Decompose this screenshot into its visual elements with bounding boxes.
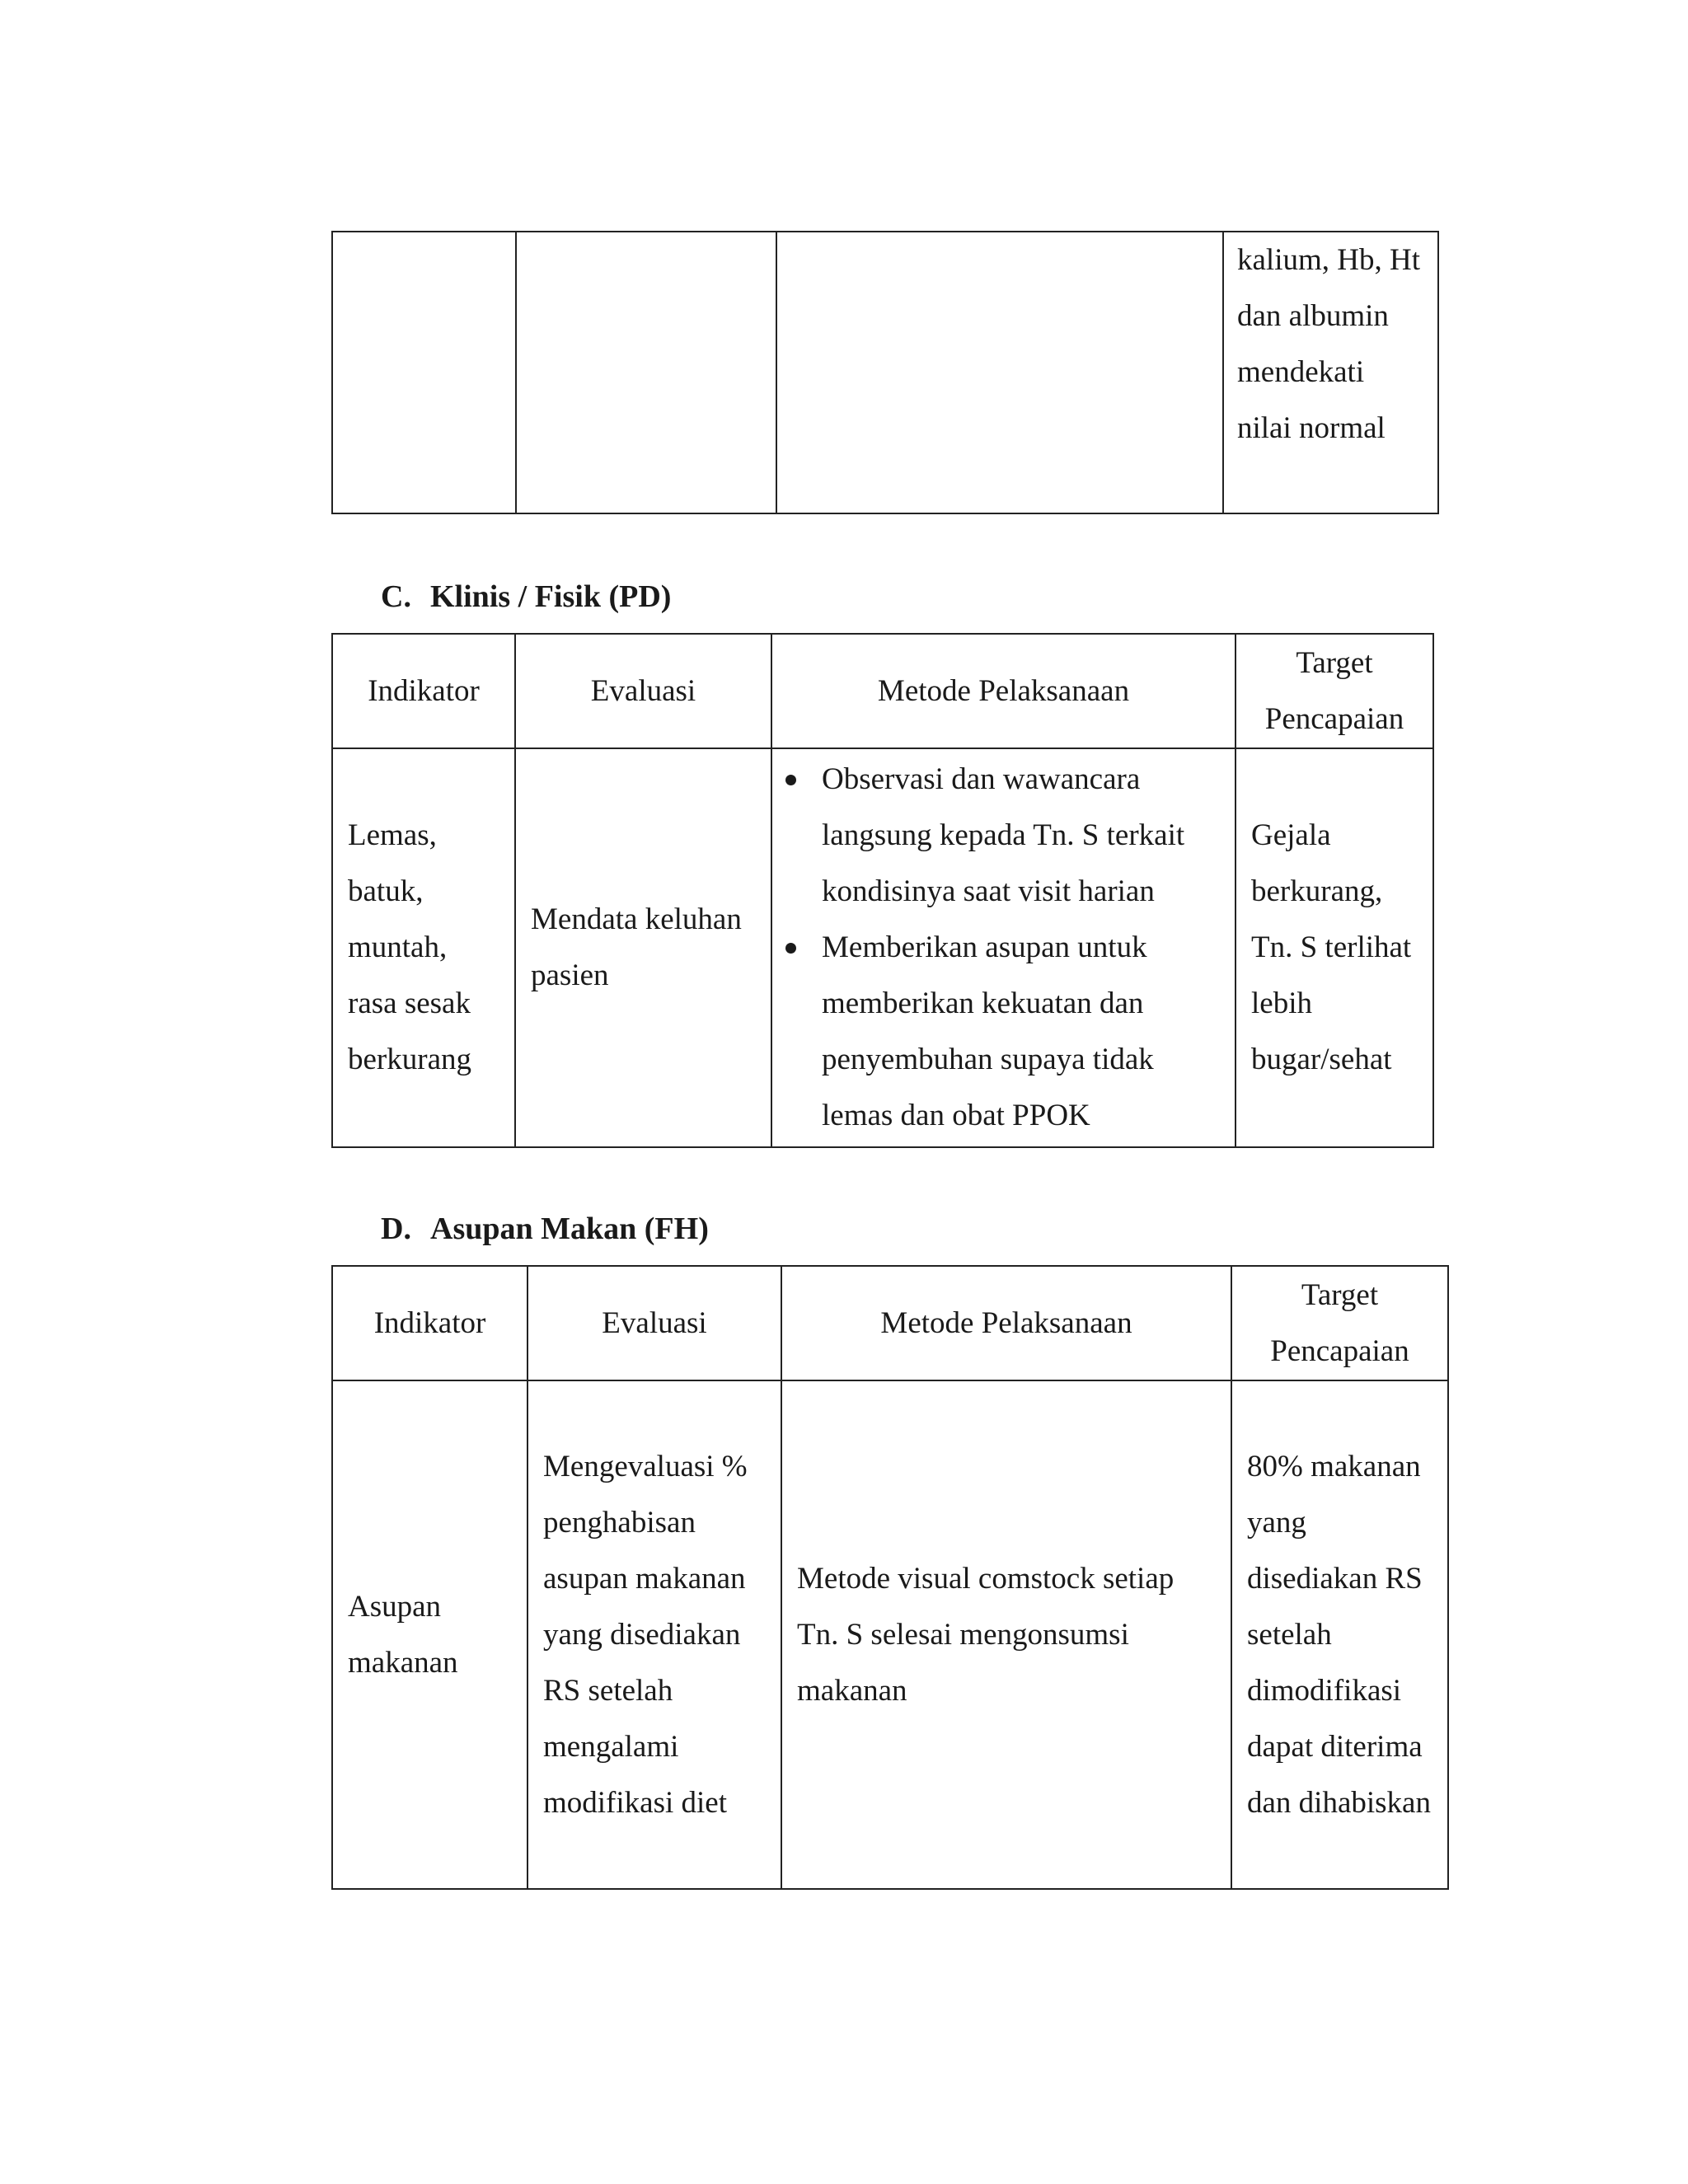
indikator-cell	[332, 1380, 528, 1889]
section-title: Asupan Makan (FH)	[430, 1212, 709, 1246]
metode-item-text: Observasi dan wawancara langsung kepada Tn. S terkait kondisinya saat visit harian	[822, 762, 1185, 908]
metode-text: Metode visual comstock setiap Tn. S selesai mengonsumsi makanan	[797, 1561, 1175, 1708]
metode-cell	[771, 748, 1236, 1147]
header-indikator: Indikator	[332, 634, 515, 748]
section-heading-c	[381, 577, 671, 616]
header-metode: Metode Pelaksanaan	[771, 634, 1236, 748]
bullet-icon	[785, 775, 796, 785]
indikator-text: Lemas, batuk, muntah, rasa sesak berkurang	[348, 818, 471, 1076]
section-heading-d	[381, 1209, 709, 1249]
header-target: Target Pencapaian	[1231, 1266, 1448, 1380]
indikator-cell	[332, 748, 515, 1147]
section-title: Klinis / Fisik (PD)	[430, 579, 672, 614]
table-row	[332, 1380, 1448, 1889]
continuation-table	[331, 231, 1439, 514]
header-evaluasi: Evaluasi	[515, 634, 771, 748]
target-cell	[1236, 748, 1433, 1147]
target-text: 80% makanan yang disediakan RS setelah dimodifikasi dapat diterima dan dihabiskan	[1247, 1449, 1431, 1820]
list-item	[779, 920, 1223, 1144]
evaluasi-cell	[516, 232, 776, 513]
metode-cell	[781, 1380, 1231, 1889]
metode-cell	[776, 232, 1223, 513]
klinis-table	[331, 633, 1434, 1148]
section-letter: C.	[381, 579, 411, 614]
target-cell	[1223, 232, 1438, 513]
target-text: kalium, Hb, Ht dan albumin mendekati nilai normal	[1237, 243, 1420, 445]
target-cell	[1231, 1380, 1448, 1889]
table-row	[332, 232, 1438, 513]
evaluasi-cell	[528, 1380, 781, 1889]
list-item	[779, 752, 1223, 920]
metode-item-text: Memberikan asupan untuk memberikan kekuatan dan penyembuhan supaya tidak lemas dan obat PPOK	[822, 930, 1154, 1132]
evaluasi-text: Mendata keluhan pasien	[531, 902, 742, 992]
evaluasi-cell	[515, 748, 771, 1147]
indikator-cell	[332, 232, 516, 513]
asupan-table	[331, 1265, 1449, 1890]
metode-list	[779, 752, 1223, 1144]
header-target: Target Pencapaian	[1236, 634, 1433, 748]
target-text: Gejala berkurang, Tn. S terlihat lebih bugar/sehat	[1251, 818, 1412, 1076]
evaluasi-text: Mengevaluasi % penghabisan asupan makanan yang disediakan RS setelah mengalami modifikasi diet	[543, 1449, 748, 1820]
bullet-icon	[785, 943, 796, 954]
header-row	[332, 1266, 1448, 1380]
indikator-text: Asupan makanan	[348, 1589, 458, 1680]
header-evaluasi: Evaluasi	[528, 1266, 781, 1380]
section-letter: D.	[381, 1212, 411, 1246]
header-indikator: Indikator	[332, 1266, 528, 1380]
header-metode: Metode Pelaksanaan	[781, 1266, 1231, 1380]
header-row	[332, 634, 1433, 748]
table-row	[332, 748, 1433, 1147]
